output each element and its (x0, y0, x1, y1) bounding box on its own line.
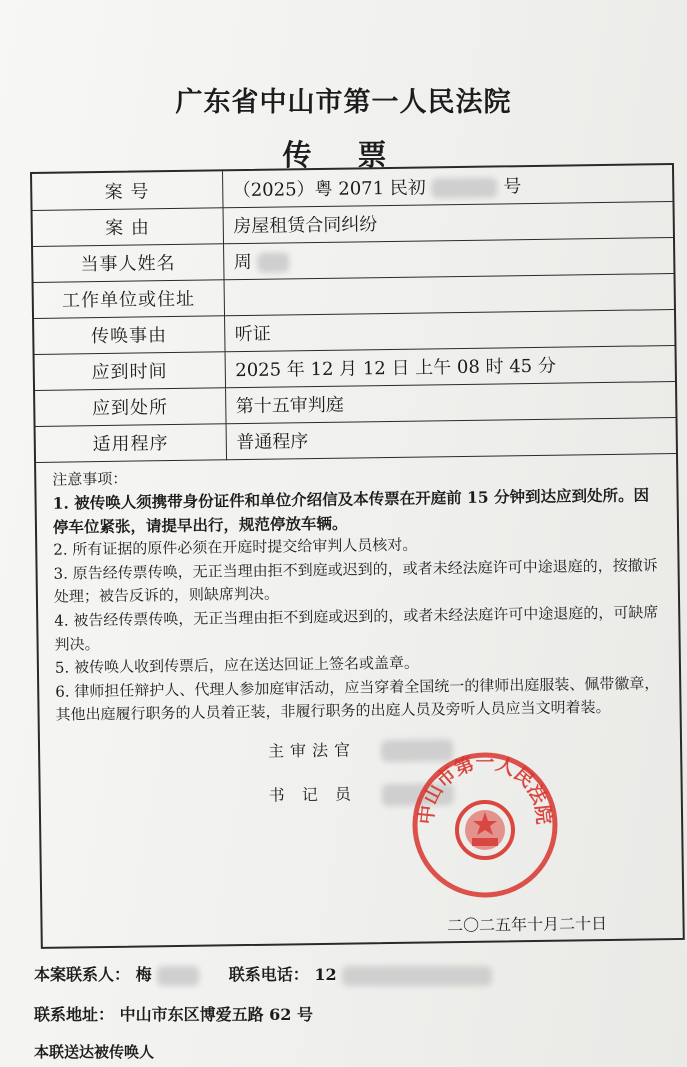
address-label: 工作单位或住址 (34, 279, 224, 318)
note-item: 6. 律师担任辩护人、代理人参加庭审活动，应当穿着全国统一的律师出庭服装、佩带徽章，其他出庭履行职务的人员着正装，非履行职务的出庭人员及旁听人员应当文明着装。 (55, 674, 660, 725)
delivery-note: 本联送达被传唤人 (34, 1043, 155, 1061)
issue-date: 二〇二五年十月二十日 (446, 913, 608, 936)
notes-section (36, 454, 680, 728)
redacted-party-name (257, 252, 289, 272)
court-seal (410, 750, 560, 900)
case-number-prefix: （2025）粤 2071 民初 (232, 177, 426, 201)
note-item: 1. 被传唤人须携带身份证件和单位介绍信及本传票在开庭前 15 分钟到达应到处所。因停车位紧张，请提早出行，规范停放车辆。 (52, 485, 650, 537)
procedure-value: 普通程序 (226, 417, 676, 459)
signature-block (40, 727, 682, 876)
party-surname: 周 (233, 251, 252, 274)
judge-label: 主审法官 (267, 740, 357, 761)
summons-reason-value: 听证 (224, 309, 674, 351)
clerk-label: 书 记 员 (268, 784, 358, 805)
summons-form (30, 163, 685, 949)
procedure-label: 适用程序 (36, 423, 226, 462)
seal-text: 中山市第一人民法院 (415, 751, 555, 826)
note-item: 3. 原告经传票传唤，无正当理由拒不到庭或迟到的，或者未经法庭许可中途退庭的，按撤诉处理；被告反诉的，则缺席判决。 (53, 556, 658, 607)
address-line: 联系地址： 中山市东区博爱五路 62 号 (34, 1005, 313, 1024)
case-cause-value: 房屋租赁合同纠纷 (223, 201, 673, 243)
party-name-label: 当事人姓名 (33, 243, 223, 282)
court-name: 广东省中山市第一人民法院 (175, 87, 512, 118)
notes-heading: 注意事项： (52, 469, 128, 489)
appearance-time-label: 应到时间 (35, 351, 225, 390)
party-name-value (223, 237, 673, 279)
contact-label: 本案联系人： (34, 965, 131, 984)
case-info-table (32, 165, 676, 462)
redacted-contact (157, 966, 199, 986)
case-number-suffix: 号 (503, 175, 522, 198)
phone-value: 12 (314, 965, 337, 984)
summons-reason-label: 传唤事由 (34, 315, 224, 354)
note-item: 4. 被告经传票传唤，无正当理由拒不到庭或迟到的，或者未经法庭许可中途退庭的，可缺席判决。 (54, 603, 659, 654)
appearance-place-label: 应到处所 (35, 387, 225, 426)
document-title: 传 票 (282, 138, 405, 172)
note-item: 2. 所有证据的原件必须在开庭时提交给审判人员核对。 (53, 535, 418, 559)
redacted-phone (342, 966, 492, 986)
phone-label: 联系电话： (228, 965, 309, 984)
appearance-time-value: 2025 年 12 月 12 日 上午 08 时 45 分 (225, 345, 675, 387)
case-cause-label: 案 由 (33, 207, 223, 246)
note-item: 5. 被传唤人收到传票后，应在送达回证上签名或盖章。 (54, 653, 420, 677)
contact-value: 梅 (135, 965, 152, 984)
appearance-place-value: 第十五审判庭 (225, 381, 675, 423)
redacted-case-number (431, 177, 497, 198)
case-number-label: 案 号 (32, 171, 222, 210)
contact-line (34, 962, 492, 986)
national-emblem-icon (457, 802, 513, 858)
